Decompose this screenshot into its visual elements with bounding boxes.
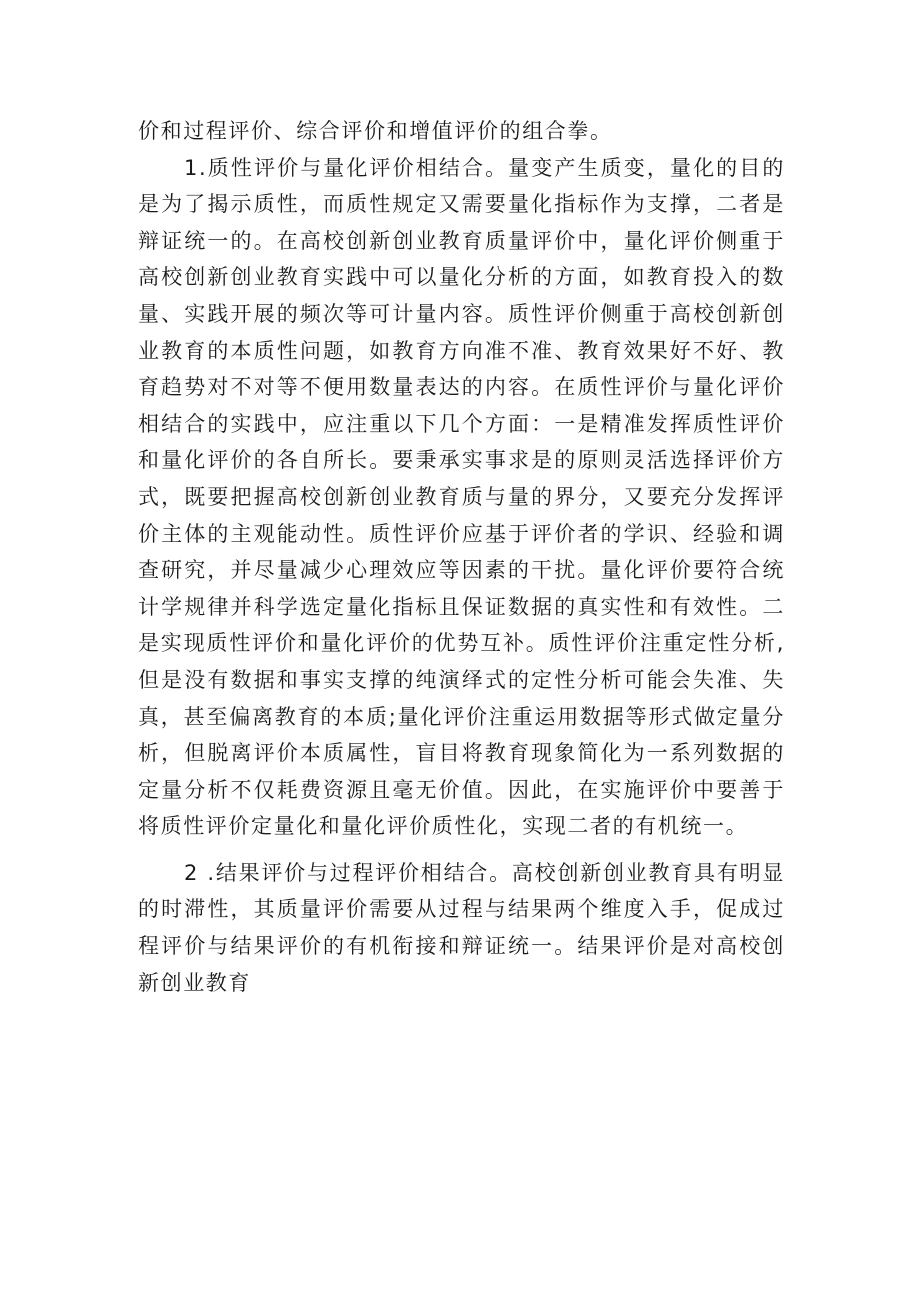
- paragraph-qualitative-quantitative: 1.质性评价与量化评价相结合。量变产生质变，量化的目的是为了揭示质性，而质性规定又需要量化指标作为支撑，二者是辩证统一的。在高校创新创业教育质量评价中，量化评价侧重于高校创新创业教育实践中可以量化分析的方面，如教育投入的数量、实践开展的频次等可计量内容。质性评价侧重于高校创新创业教育的本质性问题，如教育方向准不准、教育效果好不好、教育趋势对不对等不便用数量表达的内容。在质性评价与量化评价相结合的实践中，应注重以下几个方面：一是精准发挥质性评价和量化评价的各自所长。要秉承实事求是的原则灵活选择评价方式，既要把握高校创新创业教育质与量的界分，又要充分发挥评价主体的主观能动性。质性评价应基于评价者的学识、经验和调查研究，并尽量减少心理效应等因素的干扰。量化评价要符合统计学规律并科学选定量化指标且保证数据的真实性和有效性。二是实现质性评价和量化评价的优势互补。质性评价注重定性分析,但是没有数据和事实支撑的纯演绎式的定性分析可能会失准、失真，甚至偏离教育的本质;量化评价注重运用数据等形式做定量分析，但脱离评价本质属性，盲目将教育现象简化为一系列数据的定量分析不仅耗费资源且毫无价值。因此，在实施评价中要善于将质性评价定量化和量化评价质性化，实现二者的有机统一。: [138, 155, 785, 839]
- paragraph-continuation: 价和过程评价、综合评价和增值评价的组合拳。: [138, 119, 613, 143]
- paragraph-result-process: 2 .结果评价与过程评价相结合。高校创新创业教育具有明显的时滞性，其质量评价需要从过程与结果两个维度入手，促成过程评价与结果评价的有机衔接和辩证统一。结果评价是对高校创新创业教育: [138, 860, 785, 995]
- document-body: [138, 113, 785, 1001]
